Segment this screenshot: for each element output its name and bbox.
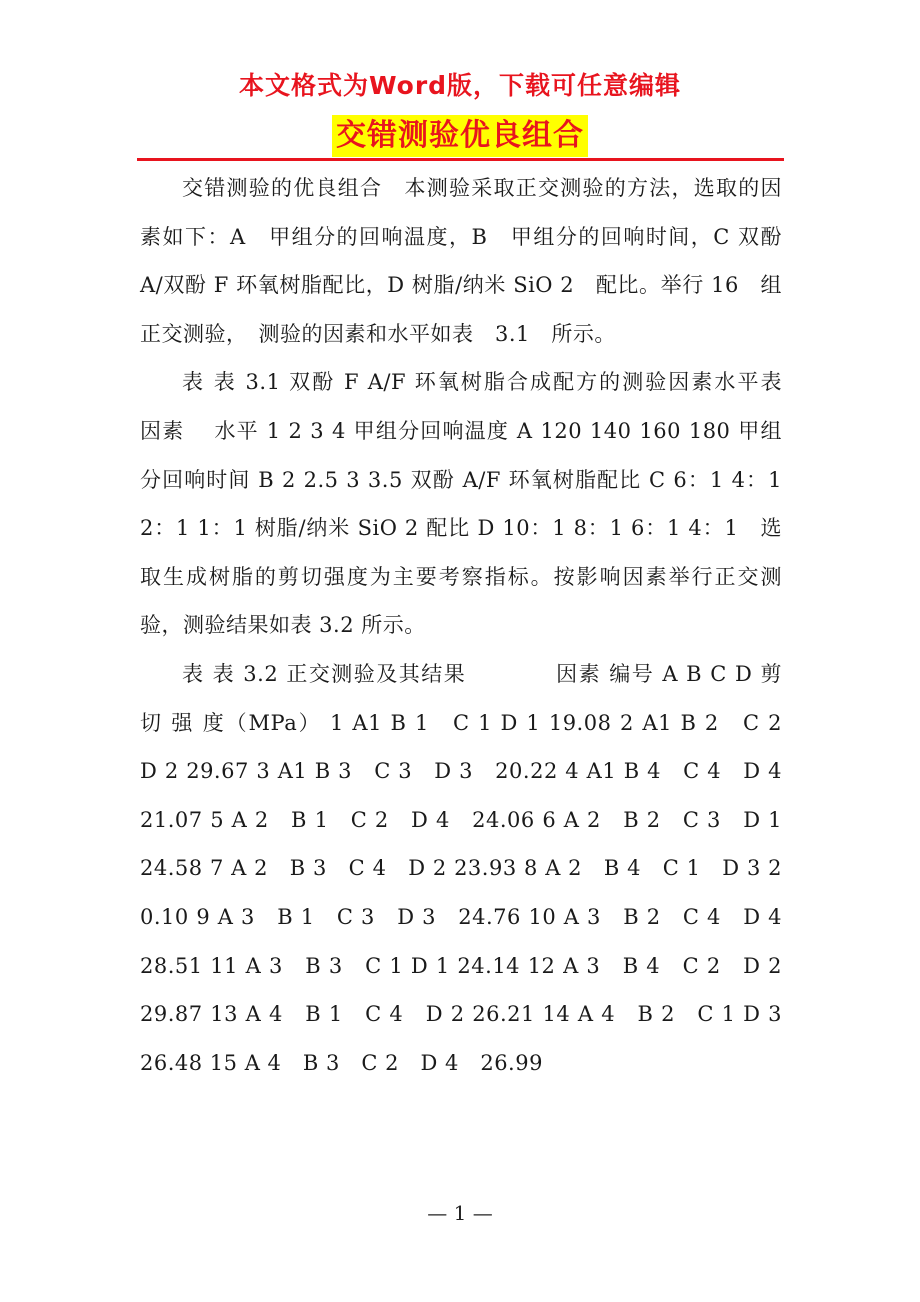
page-number: — 1 — [427,1201,493,1225]
paragraph-table-3-1: 表 表 3.1 双酚 F A/F 环氧树脂合成配方的测验因素水平表 因素 水平 1 2 3 4 甲组分回响温度 A 120 140 160 180 甲组分回响时间 B 2 2.5 3 3.5 双酚 A/F 环氧树脂配比 C 6：1 4：1 2：1 1：1 树脂/纳米 SiO 2 配比 D 10：1 8：1 6：1 4：1 选取生成树脂的剪切强度为主要考察指标。按影响因素举行正交测验，测验结果如表 3.2 所示。 [140,370,825,638]
title-container [0,115,920,157]
paragraph-table-3-2: 表 表 3.2 正交测验及其结果 因素 编号 A B C D 剪 切 强 度（MPa） 1 A1 B 1 C 1 D 1 19.08 2 A1 B 2 C 2 D 2 29.67 3 A1 B 3 C 3 D 3 20.22 4 A1 B 4 C 4 D 4 21.07 5 A 2 B 1 C 2 D 4 24.06 6 A 2 B 2 C 3 D 1 24.58 7 A 2 B 3 C 4 D 2 23.93 8 A 2 B 4 C 1 D 3 20.10 9 A 3 B 1 C 3 D 3 24.76 10 A 3 B 2 C 4 D 4 28.51 11 A 3 B 3 C 1 D 1 24.14 12 A 3 B 4 C 2 D 2 29.87 13 A 4 B 1 C 4 D 2 26.21 14 A 4 B 2 C 1 D 3 26.48 15 A 4 B 3 C 2 D 4 26.99 [140,661,804,1075]
document-body [140,164,825,1087]
paragraph-intro: 交错测验的优良组合 本测验采取正交测验的方法，选取的因素如下：A 甲组分的回响温度，B 甲组分的回响时间，C 双酚 A/双酚 F 环氧树脂配比，D 树脂/纳米 SiO 2 配比。举行 16 组正交测验， 测验的因素和水平如表 3.1 所示。 [140,176,782,346]
title-divider [137,158,784,161]
document-title: 交错测验优良组合 [332,115,588,157]
download-banner: 本文格式为Word版，下载可任意编辑 [238,71,682,100]
